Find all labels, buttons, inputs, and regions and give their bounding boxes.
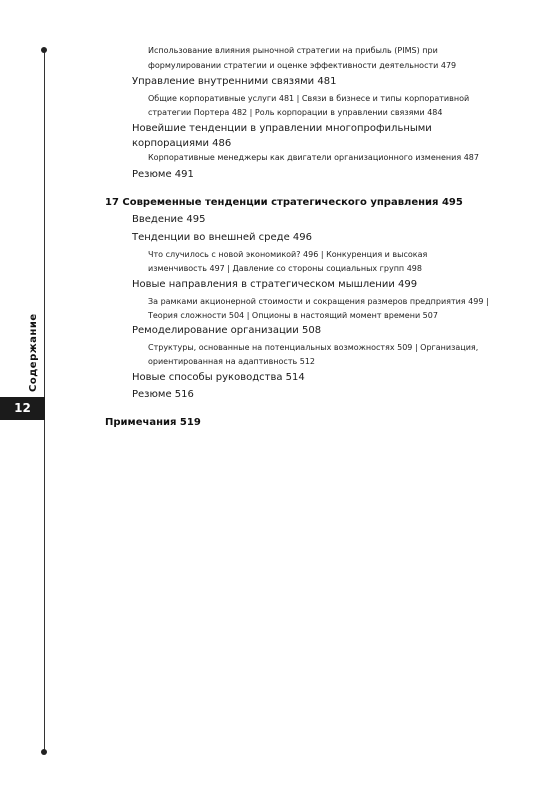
- toc-subentry: Использование влияния рыночной стратегии на прибыль (PIMS) при: [148, 46, 438, 55]
- rule-top-dot: [41, 47, 47, 53]
- toc-subentry: ориентированная на адаптивность 512: [148, 357, 316, 366]
- toc-section: Резюме 491: [132, 169, 194, 180]
- toc-section: Новые способы руководства 514: [132, 372, 305, 383]
- section-title: Содержание: [28, 313, 39, 392]
- toc-section: Ремоделирование организации 508: [132, 325, 322, 336]
- toc-section: корпорациями 486: [132, 138, 232, 149]
- toc-subentry: формулировании стратегии и оценке эффективности деятельности 479: [148, 61, 457, 70]
- page-number: 12: [0, 397, 45, 420]
- toc-chapter: Примечания 519: [105, 417, 201, 428]
- toc-subentry: стратегии Портера 482 | Роль корпорации в управлении связями 484: [148, 108, 443, 117]
- toc-subentry: Корпоративные менеджеры как двигатели организационного изменения 487: [148, 153, 479, 162]
- toc-subentry: изменчивость 497 | Давление со стороны социальных групп 498: [148, 264, 422, 273]
- toc-section: Введение 495: [132, 214, 206, 225]
- toc-section: Новейшие тенденции в управлении многопрофильными: [132, 123, 432, 134]
- toc-section: Новые направления в стратегическом мышлении 499: [132, 279, 418, 290]
- toc-section: Тенденции во внешней среде 496: [132, 232, 313, 243]
- toc-subentry: Общие корпоративные услуги 481 | Связи в бизнесе и типы корпоративной: [148, 94, 470, 103]
- toc-section: Управление внутренними связями 481: [132, 76, 337, 87]
- toc-section: Резюме 516: [132, 389, 194, 400]
- toc-subentry: Что случилось с новой экономикой? 496 | Конкуренция и высокая: [148, 250, 428, 259]
- toc-subentry: За рамками акционерной стоимости и сокращения размеров предприятия 499 |: [148, 297, 489, 306]
- toc-subentry: Теория сложности 504 | Опционы в настоящий момент времени 507: [148, 311, 438, 320]
- rule-bottom-dot: [41, 749, 47, 755]
- toc-chapter: 17 Современные тенденции стратегического управления 495: [105, 197, 463, 208]
- toc-subentry: Структуры, основанные на потенциальных возможностях 509 | Организация,: [148, 343, 479, 352]
